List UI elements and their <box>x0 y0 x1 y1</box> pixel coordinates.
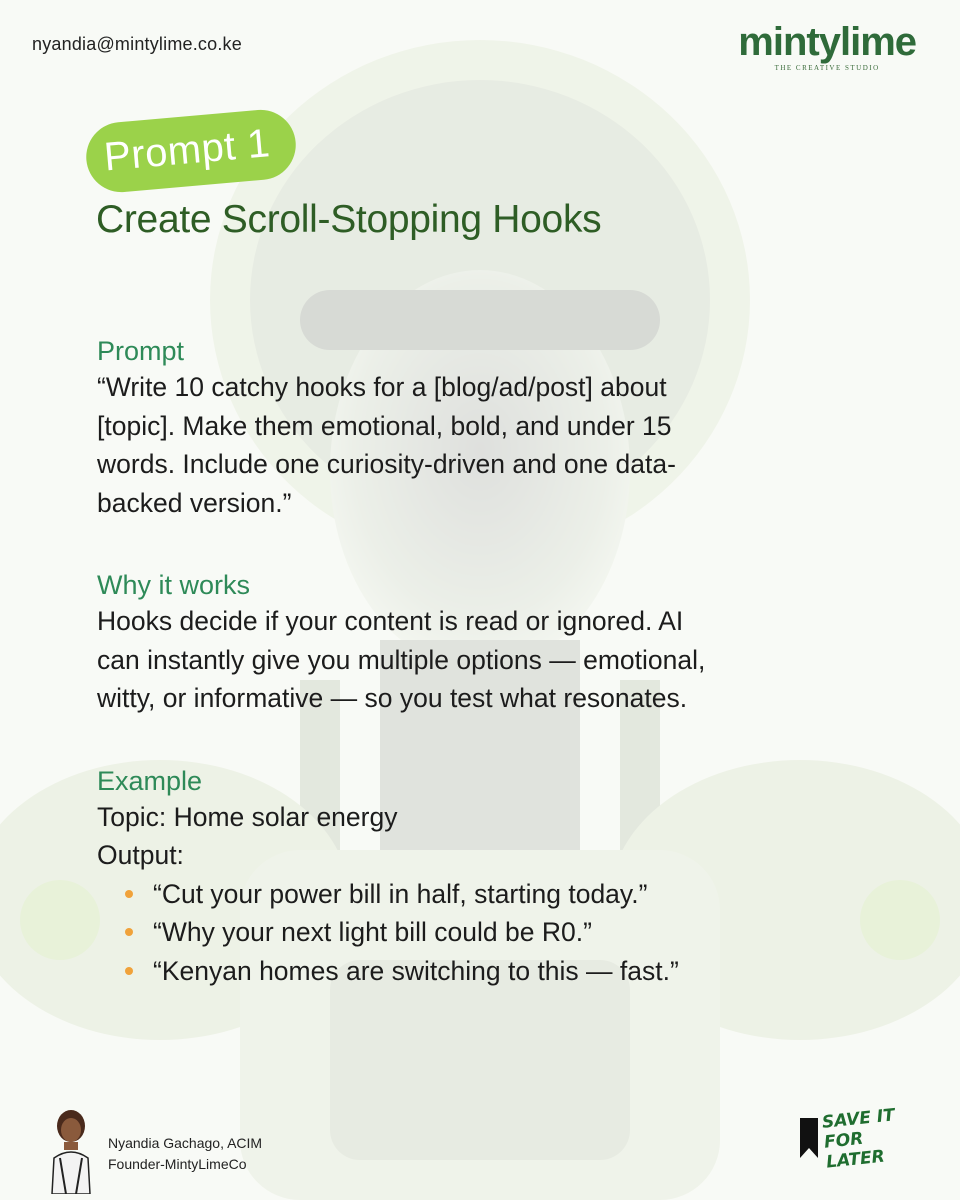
author-credit <box>108 1133 262 1175</box>
prompt-line: words. Include one curiosity-driven and one data- <box>97 449 676 479</box>
page-title: Create Scroll-Stopping Hooks <box>96 198 602 241</box>
why-line: can instantly give you multiple options — emotional, <box>97 644 706 675</box>
example-output-text: “Cut your power bill in half, starting today.” <box>153 878 648 909</box>
example-output-list <box>125 875 857 991</box>
mintylime-logo <box>738 22 916 72</box>
list-item <box>125 952 857 991</box>
bullet-icon <box>125 928 133 936</box>
prompt-line: [topic]. Make them emotional, bold, and under 15 <box>97 410 672 441</box>
list-item <box>125 875 857 914</box>
author-role: Founder-MintyLimeCo <box>108 1156 247 1172</box>
why-text <box>97 602 857 718</box>
prompt-number-badge: Prompt 1 <box>83 107 299 195</box>
main-content <box>97 334 857 990</box>
example-output-text: “Why your next light bill could be R0.” <box>153 917 592 947</box>
prompt-line: backed version.” <box>97 487 292 518</box>
prompt-text <box>97 368 857 522</box>
why-section-label: Why it works <box>97 570 251 600</box>
prompt-section-label: Prompt <box>97 336 185 366</box>
example-section-label: Example <box>97 765 203 796</box>
example-output-text: “Kenyan homes are switching to this — fast.” <box>153 955 679 986</box>
example-topic: Topic: Home solar energy <box>97 801 398 832</box>
bullet-icon <box>125 967 133 975</box>
save-for-later-badge <box>798 1105 916 1173</box>
logo-wordmark: mintylime <box>738 20 916 64</box>
example-output-label: Output: <box>97 840 184 870</box>
bullet-icon <box>125 890 133 898</box>
contact-email: nyandia@mintylime.co.ke <box>32 34 242 54</box>
prompt-line: “Write 10 catchy hooks for a [blog/ad/post] about <box>97 372 667 402</box>
save-it-text: SAVE IT FOR LATER <box>821 1105 896 1173</box>
author-avatar <box>46 1106 96 1194</box>
bookmark-icon <box>798 1116 820 1160</box>
why-line: Hooks decide if your content is read or ignored. AI <box>97 606 684 636</box>
why-line: witty, or informative — so you test what resonates. <box>97 683 688 713</box>
author-name: Nyandia Gachago, ACIM <box>108 1135 263 1151</box>
logo-tagline: THE CREATIVE STUDIO <box>774 64 880 72</box>
list-item <box>125 913 857 952</box>
